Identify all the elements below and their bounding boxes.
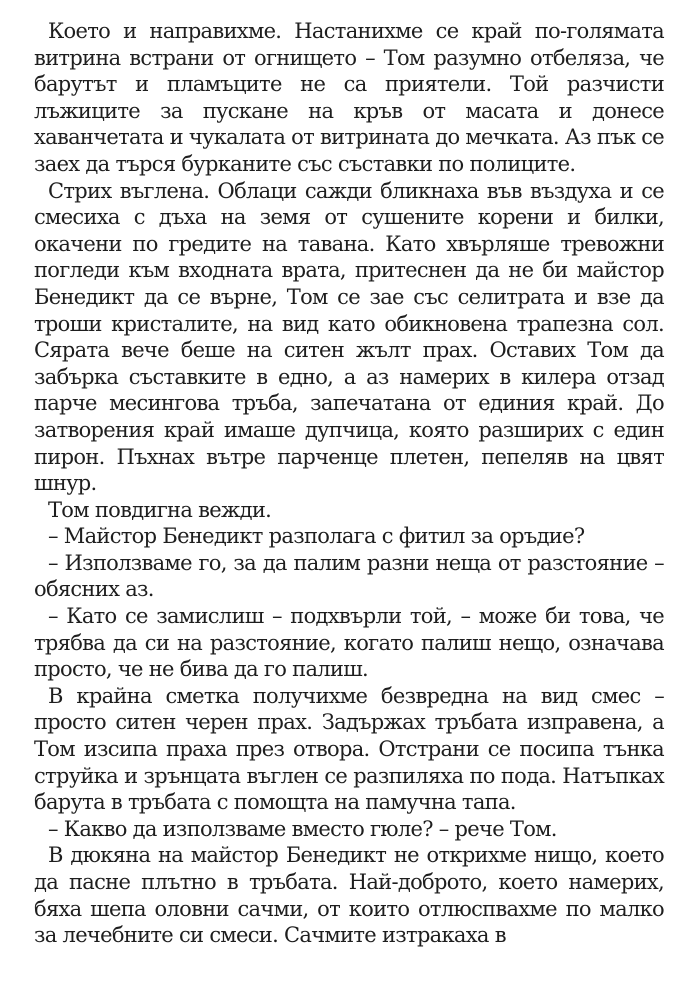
- paragraph-2: Стрих въглена. Облаци сажди бликнаха във въздуха и се смесиха с дъха на земя от сушените корени и билки, окачени по гредите на тавана. Като хвърляше тревожни погледи към входната врата, притеснен да не би майстор Бенедикт да се върне, Том се зае със селитрата и взе да троши кристалите, на вид като обикновена трапезна сол. Сярата вече беше на ситен жълт прах. Оставих Том да забърка съставките в едно, а аз намерих в килера отзад парче месингова тръба, запечатана от единия край. До затворения край имаше дупчица, която разширих с един пирон. Пъхнах вътре парченце плетен, пепеляв на цвят шнур.: [34, 178, 664, 496]
- book-page: [34, 18, 664, 949]
- dialogue-line-2: – Използваме го, за да палим разни неща от разстояние – обясних аз.: [34, 550, 664, 602]
- paragraph-5: В дюкяна на майстор Бенедикт не открихме нищо, което да пасне плътно в тръбата. Най-доброто, което намерих, бяха шепа оловни сачми, от които отлюспвахме по малко за лечебните си смеси. Сачмите изтракаха в: [34, 843, 664, 948]
- paragraph-1: Което и направихме. Настанихме се край по-голямата витрина встрани от огнището – Том разумно отбеляза, че барутът и пламъците не са приятели. Той разчисти лъжиците за пускане на кръв от масата и донесе хаванчетата и чукалата от витрината до мечката. Аз пък се заех да търся бурканите със съставки по полиците.: [34, 19, 664, 176]
- dialogue-line-4: – Какво да използваме вместо гюле? – рече Том.: [48, 816, 557, 841]
- paragraph-4: В крайна сметка получихме безвредна на вид смес – просто ситен черен прах. Задържах тръбата изправена, а Том изсипа праха през отвора. Отстрани се посипа тънка струйка и зрънцата въглен се разпиляха по пода. Натъпках барута в тръбата с помощта на памучна тапа.: [34, 683, 664, 815]
- dialogue-line-3: – Като се замислиш – подхвърли той, – може би това, че трябва да си на разстояние, когато палиш нещо, означава просто, че не бива да го палиш.: [34, 604, 664, 682]
- dialogue-line-1: – Майстор Бенедикт разполага с фитил за оръдие?: [48, 524, 585, 549]
- paragraph-3: Том повдигна вежди.: [48, 497, 272, 522]
